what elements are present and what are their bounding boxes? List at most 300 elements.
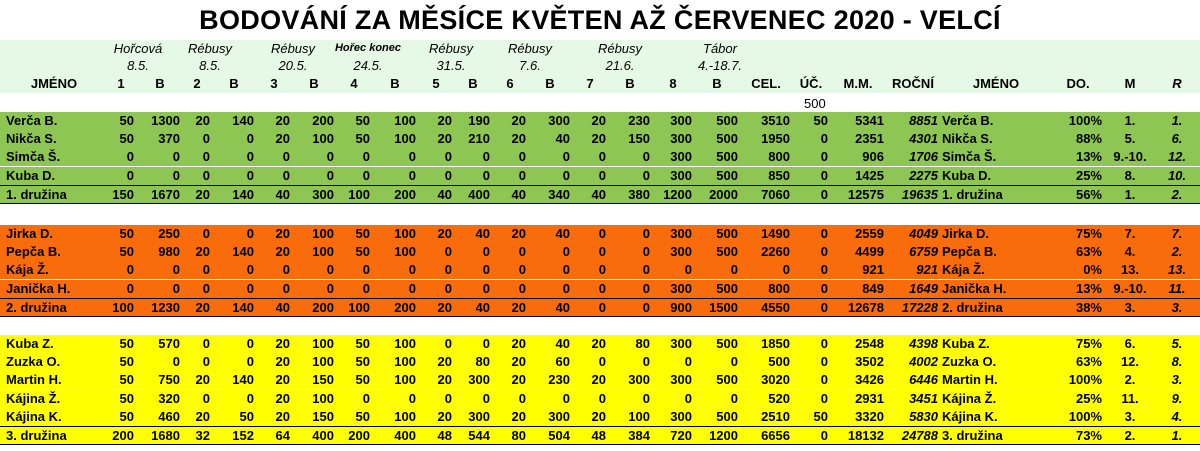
value-cell: 20 [275, 244, 290, 259]
column-header: M.M. [843, 76, 873, 91]
value-cell: 25% [1075, 168, 1102, 183]
value-cell: 0 [126, 281, 134, 296]
value-cell: 50 [355, 244, 370, 259]
value-cell: 0 [172, 262, 180, 277]
value-cell: 0 [126, 149, 134, 164]
value-cell: 20 [511, 113, 526, 128]
member-row [0, 408, 1200, 426]
value-cell: 0 [246, 149, 254, 164]
value-cell: 50 [119, 244, 134, 259]
value-cell: 20 [195, 409, 210, 424]
value-cell: 0 [642, 300, 650, 315]
value-cell: 73% [1075, 428, 1102, 443]
value-cell: 0 [598, 354, 606, 369]
value-cell: 7060 [761, 187, 790, 202]
value-cell: 20 [511, 372, 526, 387]
value-cell: 0 [820, 226, 828, 241]
column-header: B [625, 76, 635, 91]
name-cell: Simča Š. [6, 149, 61, 164]
value-cell: 140 [232, 187, 254, 202]
value-cell: 13. [1120, 262, 1140, 277]
value-cell: 500 [716, 131, 738, 146]
value-cell: 0 [408, 391, 416, 406]
value-cell: 500 [716, 244, 738, 259]
value-cell: 3510 [761, 113, 790, 128]
name-cell: Kájina K. [6, 409, 62, 424]
value-cell: 19635 [901, 187, 938, 202]
value-cell: 2. [1171, 244, 1183, 259]
value-cell: 500 [716, 168, 738, 183]
value-cell: 140 [232, 300, 254, 315]
value-cell: 0 [126, 262, 134, 277]
value-cell: 7. [1171, 226, 1183, 241]
value-cell: 460 [158, 409, 180, 424]
value-cell: 140 [232, 113, 254, 128]
value-cell: 0 [642, 149, 650, 164]
value-cell: 3. [1124, 300, 1136, 315]
value-cell: 11. [1121, 391, 1139, 406]
value-cell: 100% [1068, 113, 1102, 128]
value-cell: 0 [326, 149, 334, 164]
value-cell: 75% [1075, 336, 1102, 351]
group-total-row [0, 185, 1200, 204]
value-cell: 50 [355, 113, 370, 128]
value-cell: 60 [555, 354, 570, 369]
value-cell: 100% [1068, 409, 1102, 424]
column-header: DO. [1066, 76, 1090, 91]
value-cell: 850 [768, 168, 790, 183]
value-cell: 0 [362, 391, 370, 406]
value-cell: 0 [562, 149, 570, 164]
value-cell: 0 [730, 391, 738, 406]
value-cell: 8851 [909, 113, 938, 128]
value-cell: 13. [1167, 262, 1187, 277]
value-cell: 50 [119, 226, 134, 241]
column-header: 5 [432, 76, 440, 91]
name-cell: Janička H. [6, 281, 71, 296]
value-cell: 5. [1124, 131, 1136, 146]
value-cell: 20 [511, 336, 526, 351]
value-cell: 0 [362, 149, 370, 164]
value-cell: 3. [1171, 372, 1183, 387]
value-cell: 210 [468, 131, 490, 146]
value-cell: 20 [437, 300, 452, 315]
value-cell: 400 [394, 428, 416, 443]
value-cell: 500 [716, 281, 738, 296]
name-cell: Verča B. [942, 113, 994, 128]
value-cell: 100 [394, 226, 416, 241]
value-cell: 50 [119, 336, 134, 351]
value-cell: 140 [232, 244, 254, 259]
value-cell: 25% [1075, 391, 1102, 406]
name-cell: 3. družina [6, 428, 67, 443]
value-cell: 64 [275, 428, 290, 443]
value-cell: 0 [444, 168, 452, 183]
value-cell: 1670 [151, 187, 180, 202]
value-cell: 0 [172, 149, 180, 164]
value-cell: 40 [275, 300, 290, 315]
value-cell: 150 [112, 187, 134, 202]
value-cell: 0 [598, 262, 606, 277]
value-cell: 3. [1171, 300, 1183, 315]
name-cell: Kája Ž. [6, 262, 49, 277]
value-cell: 20 [275, 113, 290, 128]
value-cell: 80 [475, 354, 490, 369]
value-cell: 17228 [901, 300, 938, 315]
value-cell: 152 [232, 428, 254, 443]
column-header: 3 [270, 76, 278, 91]
sheet-title: BODOVÁNÍ ZA MĚSÍCE KVĚTEN AŽ ČERVENEC 2020 - VELCÍ [199, 5, 1001, 35]
column-header: ROČNÍ [892, 76, 934, 91]
value-cell: 100 [312, 336, 334, 351]
name-cell: 3. družina [942, 428, 1003, 443]
value-cell: 500 [768, 354, 790, 369]
value-cell: 0 [202, 281, 210, 296]
value-cell: 380 [628, 187, 650, 202]
activity-date: 4.-18.7. [697, 58, 743, 73]
value-cell: 400 [468, 187, 490, 202]
value-cell: 20 [275, 226, 290, 241]
value-cell: 48 [591, 428, 606, 443]
activity-name: Rébusy [270, 41, 316, 56]
value-cell: 20 [511, 131, 526, 146]
activity-date: 20.5. [278, 58, 308, 73]
value-cell: 0 [282, 149, 290, 164]
value-cell: 750 [158, 372, 180, 387]
value-cell: 100% [1068, 372, 1102, 387]
activity-name: Rébusy [428, 41, 474, 56]
value-cell: 4499 [855, 244, 884, 259]
value-cell: 0 [642, 281, 650, 296]
value-cell: 12. [1167, 149, 1187, 164]
name-cell: Martin H. [942, 372, 998, 387]
value-cell: 4002 [909, 354, 938, 369]
value-cell: 20 [437, 372, 452, 387]
value-cell: 20 [511, 409, 526, 424]
name-cell: 1. družina [942, 187, 1003, 202]
member-row [0, 167, 1200, 185]
name-cell: 2. družina [942, 300, 1003, 315]
value-cell: 720 [670, 428, 692, 443]
value-cell: 0 [202, 149, 210, 164]
value-cell: 800 [768, 281, 790, 296]
value-cell: 0 [246, 262, 254, 277]
value-cell: 150 [312, 372, 334, 387]
value-cell: 0 [482, 168, 490, 183]
value-cell: 2931 [855, 391, 884, 406]
column-header: 6 [506, 76, 514, 91]
value-cell: 20 [437, 409, 452, 424]
value-cell: 0 [282, 168, 290, 183]
value-cell: 20 [591, 336, 606, 351]
value-cell: 0 [820, 187, 828, 202]
name-cell: 1. družina [6, 187, 67, 202]
value-cell: 200 [312, 300, 334, 315]
member-row [0, 371, 1200, 389]
value-cell: 100 [394, 336, 416, 351]
value-cell: 500 [716, 113, 738, 128]
value-cell: 921 [916, 262, 938, 277]
value-cell: 100 [394, 372, 416, 387]
value-cell: 40 [475, 226, 490, 241]
value-cell: 190 [468, 113, 490, 128]
name-cell: Nikča S. [942, 131, 993, 146]
value-cell: 0 [518, 168, 526, 183]
value-cell: 500 [716, 372, 738, 387]
value-cell: 5830 [909, 409, 938, 424]
value-cell: 0 [820, 281, 828, 296]
value-cell: 0 [684, 391, 692, 406]
value-cell: 0 [126, 168, 134, 183]
value-cell: 13% [1075, 149, 1102, 164]
value-cell: 0 [598, 149, 606, 164]
name-cell: Kuba Z. [942, 336, 990, 351]
value-cell: 20 [195, 113, 210, 128]
value-cell: 0 [202, 336, 210, 351]
value-cell: 0 [202, 226, 210, 241]
value-cell: 50 [813, 113, 828, 128]
value-cell: 0 [820, 149, 828, 164]
value-cell: 906 [862, 149, 884, 164]
value-cell: 9. [1171, 391, 1183, 406]
value-cell: 0 [444, 391, 452, 406]
value-cell: 50 [119, 391, 134, 406]
value-cell: 500 [716, 336, 738, 351]
value-cell: 0 [202, 131, 210, 146]
name-cell: Jirka D. [6, 226, 53, 241]
value-cell: 1200 [709, 428, 738, 443]
value-cell: 20 [195, 372, 210, 387]
value-cell: 40 [555, 300, 570, 315]
value-cell: 50 [355, 372, 370, 387]
value-cell: 100 [348, 187, 370, 202]
value-cell: 300 [628, 372, 650, 387]
value-cell: 50 [119, 113, 134, 128]
value-cell: 0 [730, 354, 738, 369]
value-cell: 200 [348, 428, 370, 443]
value-cell: 0 [326, 262, 334, 277]
value-cell: 0 [246, 168, 254, 183]
value-cell: 75% [1075, 226, 1102, 241]
value-cell: 230 [628, 113, 650, 128]
value-cell: 3451 [909, 391, 938, 406]
value-cell: 0 [642, 262, 650, 277]
value-cell: 24788 [901, 428, 938, 443]
value-cell: 1500 [709, 300, 738, 315]
value-cell: 4301 [909, 131, 938, 146]
value-cell: 500 [716, 149, 738, 164]
member-row [0, 261, 1200, 279]
value-cell: 0 [202, 391, 210, 406]
value-cell: 1. [1171, 113, 1183, 128]
value-cell: 20 [437, 354, 452, 369]
name-cell: Martin H. [6, 372, 62, 387]
column-header: B [712, 76, 722, 91]
member-row [0, 112, 1200, 130]
value-cell: 18132 [847, 428, 884, 443]
value-cell: 0 [820, 336, 828, 351]
name-cell: Kájina K. [942, 409, 998, 424]
value-cell: 0 [282, 281, 290, 296]
value-cell: 7. [1124, 226, 1136, 241]
value-cell: 570 [158, 336, 180, 351]
value-cell: 20 [511, 226, 526, 241]
value-cell: 0 [482, 336, 490, 351]
value-cell: 2. [1124, 372, 1136, 387]
value-cell: 0 [684, 262, 692, 277]
value-cell: 3020 [761, 372, 790, 387]
member-row [0, 335, 1200, 353]
value-cell: 0 [202, 262, 210, 277]
value-cell: 20 [275, 131, 290, 146]
name-cell: Verča B. [6, 113, 58, 128]
value-cell: 0 [562, 262, 570, 277]
value-cell: 0 [362, 281, 370, 296]
value-cell: 11. [1168, 281, 1186, 296]
value-cell: 0 [172, 281, 180, 296]
value-cell: 0 [408, 168, 416, 183]
value-cell: 0 [820, 354, 828, 369]
value-cell: 0 [202, 168, 210, 183]
value-cell: 500 [716, 409, 738, 424]
value-cell: 200 [394, 187, 416, 202]
value-cell: 50 [355, 409, 370, 424]
value-cell: 0 [562, 244, 570, 259]
value-cell: 0 [642, 244, 650, 259]
activity-name: Rébusy [187, 41, 233, 56]
value-cell: 0 [246, 226, 254, 241]
value-cell: 4398 [909, 336, 938, 351]
value-cell: 2. [1171, 187, 1183, 202]
value-cell: 50 [355, 226, 370, 241]
value-cell: 0 [362, 262, 370, 277]
activity-date: 7.6. [519, 58, 541, 73]
value-cell: 0 [444, 149, 452, 164]
value-cell: 0% [1083, 262, 1102, 277]
value-cell: 63% [1075, 244, 1102, 259]
value-cell: 900 [670, 300, 692, 315]
value-cell: 88% [1075, 131, 1102, 146]
value-cell: 0 [820, 300, 828, 315]
value-cell: 0 [246, 131, 254, 146]
value-cell: 0 [820, 428, 828, 443]
value-cell: 0 [444, 281, 452, 296]
value-cell: 100 [394, 113, 416, 128]
name-cell: Pepča B. [6, 244, 61, 259]
name-cell: Kuba D. [6, 168, 56, 183]
value-cell: 2000 [709, 187, 738, 202]
value-cell: 0 [246, 281, 254, 296]
column-header: B [468, 76, 478, 91]
value-cell: 50 [355, 336, 370, 351]
value-cell: 40 [591, 187, 606, 202]
value-cell: 12. [1120, 354, 1140, 369]
value-cell: 0 [172, 354, 180, 369]
value-cell: 0 [282, 262, 290, 277]
name-cell: Kája Ž. [942, 262, 985, 277]
value-cell: 0 [562, 168, 570, 183]
value-cell: 6656 [761, 428, 790, 443]
value-cell: 20 [195, 244, 210, 259]
value-cell: 300 [468, 372, 490, 387]
value-cell: 230 [548, 372, 570, 387]
value-cell: 3426 [855, 372, 884, 387]
value-cell: 0 [598, 300, 606, 315]
value-cell: 0 [246, 336, 254, 351]
value-cell: 0 [730, 262, 738, 277]
activity-name: Hořcová [113, 41, 163, 56]
value-cell: 1300 [151, 113, 180, 128]
value-cell: 300 [670, 113, 692, 128]
value-cell: 80 [635, 336, 650, 351]
value-cell: 300 [548, 113, 570, 128]
member-row [0, 390, 1200, 408]
name-cell: Kájina Ž. [942, 391, 997, 406]
value-cell: 0 [444, 244, 452, 259]
value-cell: 0 [820, 168, 828, 183]
value-cell: 300 [670, 244, 692, 259]
value-cell: 20 [275, 354, 290, 369]
value-cell: 40 [555, 131, 570, 146]
value-cell: 20 [591, 131, 606, 146]
value-cell: 0 [820, 391, 828, 406]
value-cell: 100 [312, 244, 334, 259]
value-cell: 0 [684, 354, 692, 369]
value-cell: 0 [598, 281, 606, 296]
value-cell: 300 [670, 281, 692, 296]
value-cell: 2559 [855, 226, 884, 241]
value-cell: 0 [518, 281, 526, 296]
value-cell: 300 [670, 372, 692, 387]
value-cell: 100 [112, 300, 134, 315]
column-header: B [229, 76, 239, 91]
value-cell: 320 [158, 391, 180, 406]
activity-date: 21.6. [605, 58, 635, 73]
value-cell: 150 [628, 131, 650, 146]
value-cell: 38% [1075, 300, 1102, 315]
value-cell: 40 [275, 187, 290, 202]
value-cell: 140 [232, 372, 254, 387]
activity-name: Rébusy [507, 41, 553, 56]
value-cell: 5. [1171, 336, 1183, 351]
value-cell: 0 [326, 168, 334, 183]
name-cell: Simča Š. [942, 149, 997, 164]
value-cell: 0 [518, 262, 526, 277]
value-cell: 56% [1075, 187, 1102, 202]
value-cell: 5341 [855, 113, 884, 128]
column-header: JMÉNO [30, 76, 78, 91]
value-cell: 0 [642, 354, 650, 369]
value-cell: 384 [628, 428, 650, 443]
value-cell: 0 [820, 244, 828, 259]
value-cell: 1. [1124, 113, 1136, 128]
value-cell: 48 [437, 428, 452, 443]
value-cell: 20 [591, 372, 606, 387]
value-cell: 12575 [847, 187, 884, 202]
value-cell: 400 [312, 428, 334, 443]
value-cell: 100 [312, 354, 334, 369]
value-cell: 32 [195, 428, 210, 443]
column-header: R [1172, 76, 1182, 91]
value-cell: 50 [355, 131, 370, 146]
value-cell: 100 [394, 354, 416, 369]
value-cell: 20 [275, 391, 290, 406]
value-cell: 0 [598, 244, 606, 259]
column-header: 2 [193, 76, 201, 91]
value-cell: 40 [511, 187, 526, 202]
activity-date: 8.5. [199, 58, 221, 73]
column-header: CEL. [751, 76, 781, 91]
